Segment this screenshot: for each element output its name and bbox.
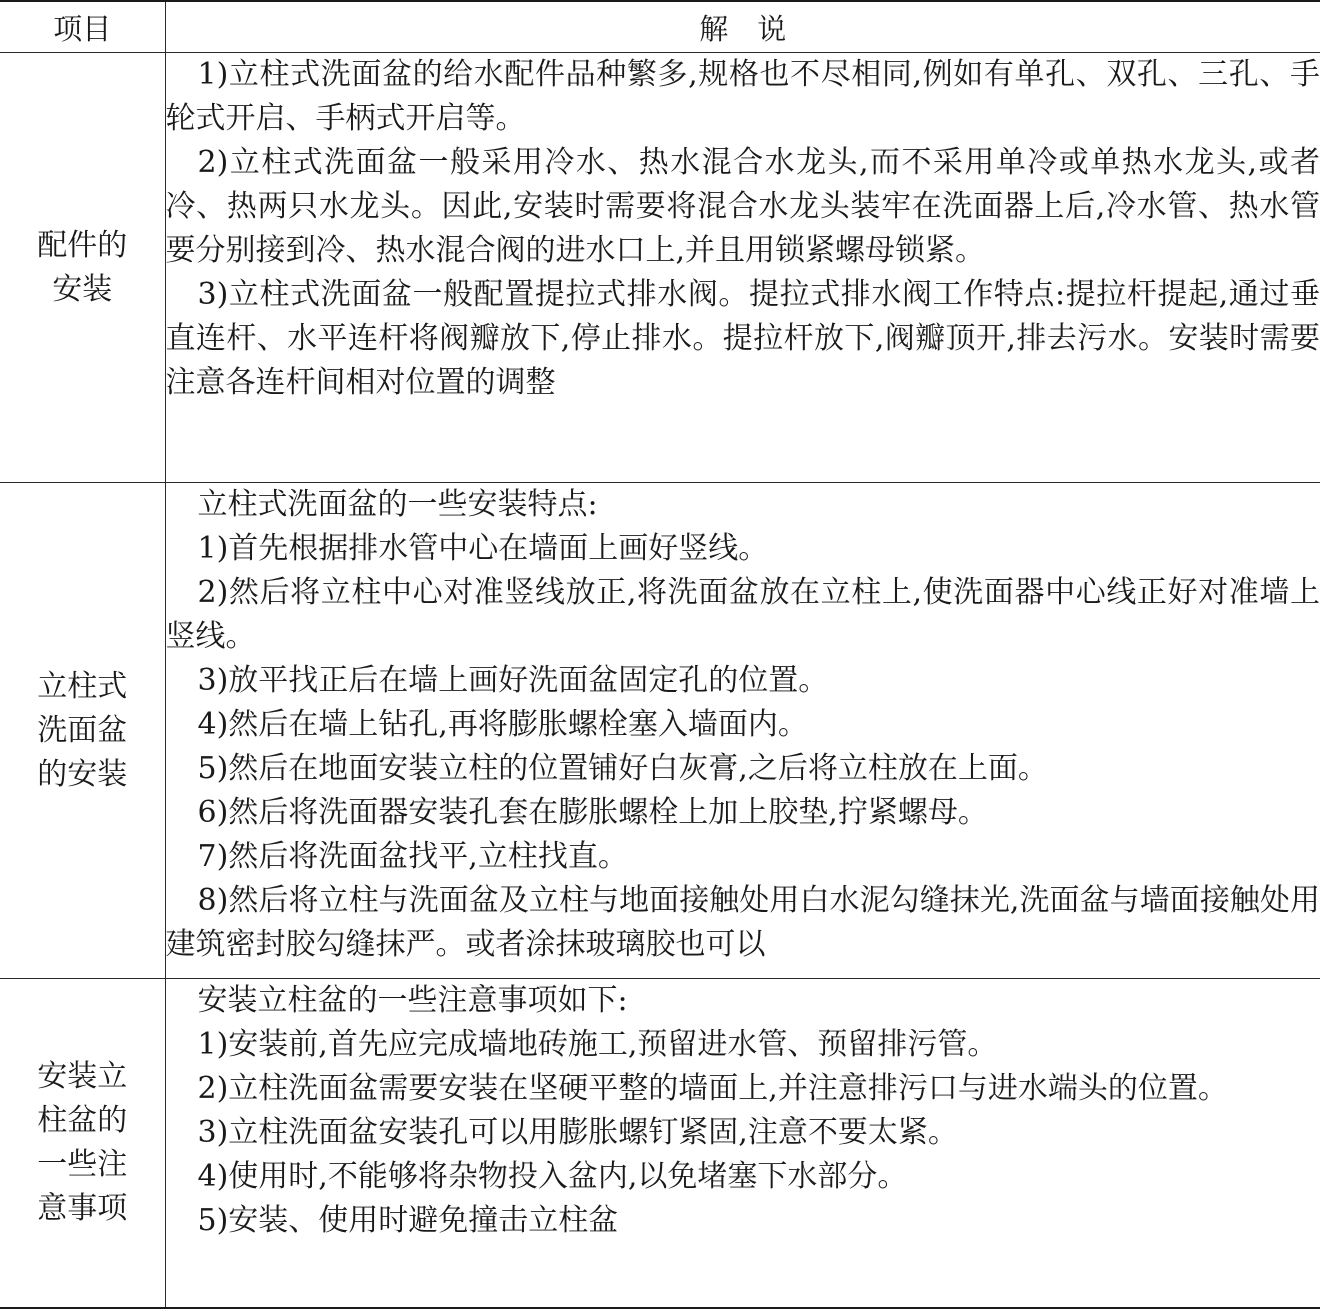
paragraph: 6)然后将洗面器安装孔套在膨胀螺栓上加上胶垫,拧紧螺母。	[197, 795, 988, 830]
row-label-line: 一些注	[37, 1146, 128, 1182]
paragraph: 3)立柱洗面盆安装孔可以用膨胀螺钉紧固,注意不要太紧。	[197, 1115, 958, 1150]
row-label	[0, 483, 165, 979]
paragraph: 4)使用时,不能够将杂物投入盆内,以免堵塞下水部分。	[197, 1159, 908, 1194]
table-row	[0, 979, 1320, 1308]
paragraph: 2)立柱式洗面盆一般采用冷水、热水混合水龙头,而不采用单冷或单热水龙头,或者冷、热两只水龙头。因此,安装时需要将混合水龙头装牢在洗面器上后,冷水管、热水管要分别接到冷、热水混合阀的进水口上,并且用锁紧螺母锁紧。	[165, 145, 1320, 268]
paragraph: 5)安装、使用时避免撞击立柱盆	[197, 1203, 619, 1238]
paragraph: 5)然后在地面安装立柱的位置铺好白灰膏,之后将立柱放在上面。	[197, 751, 1048, 786]
paragraph: 立柱式洗面盆的一些安装特点:	[197, 487, 598, 522]
paragraph: 安装立柱盆的一些注意事项如下:	[197, 983, 628, 1018]
paragraph: 1)立柱式洗面盆的给水配件品种繁多,规格也不尽相同,例如有单孔、双孔、三孔、手轮式开启、手柄式开启等。	[165, 57, 1320, 136]
row-label	[0, 53, 165, 483]
paragraph: 1)安装前,首先应完成墙地砖施工,预留进水管、预留排污管。	[197, 1027, 998, 1062]
table-row	[0, 483, 1320, 979]
paragraph: 2)立柱洗面盆需要安装在坚硬平整的墙面上,并注意排污口与进水端头的位置。	[197, 1071, 1228, 1106]
row-label-line: 安装	[52, 271, 113, 307]
row-label-line: 的安装	[37, 756, 128, 792]
row-label-line: 意事项	[37, 1190, 128, 1226]
paragraph: 7)然后将洗面盆找平,立柱找直。	[197, 839, 628, 874]
row-content	[165, 483, 1320, 979]
row-label	[0, 979, 165, 1308]
header-item: 项目	[0, 1, 165, 53]
table-row	[0, 53, 1320, 483]
row-content	[165, 53, 1320, 483]
paragraph: 3)立柱式洗面盆一般配置提拉式排水阀。提拉式排水阀工作特点:提拉杆提起,通过垂直连杆、水平连杆将阀瓣放下,停止排水。提拉杆放下,阀瓣顶开,排去污水。安装时需要注意各连杆间相对位置的调整	[165, 277, 1320, 400]
row-label-line: 配件的	[37, 227, 128, 263]
paragraph: 8)然后将立柱与洗面盆及立柱与地面接触处用白水泥勾缝抹光,洗面盆与墙面接触处用建筑密封胶勾缝抹严。或者涂抹玻璃胶也可以	[165, 883, 1320, 962]
header-row	[0, 1, 1320, 53]
paragraph: 2)然后将立柱中心对准竖线放正,将洗面盆放在立柱上,使洗面器中心线正好对准墙上竖线。	[165, 575, 1320, 654]
paragraph: 3)放平找正后在墙上画好洗面盆固定孔的位置。	[197, 663, 829, 698]
paragraph: 4)然后在墙上钻孔,再将膨胀螺栓塞入墙面内。	[197, 707, 808, 742]
paragraph: 1)首先根据排水管中心在墙面上画好竖线。	[197, 531, 769, 566]
row-content	[165, 979, 1320, 1308]
row-label-line: 柱盆的	[37, 1102, 128, 1138]
header-explanation: 解 说	[165, 1, 1320, 53]
row-label-line: 立柱式	[37, 668, 128, 704]
row-label-line: 洗面盆	[37, 712, 128, 748]
row-label-line: 安装立	[37, 1058, 128, 1094]
